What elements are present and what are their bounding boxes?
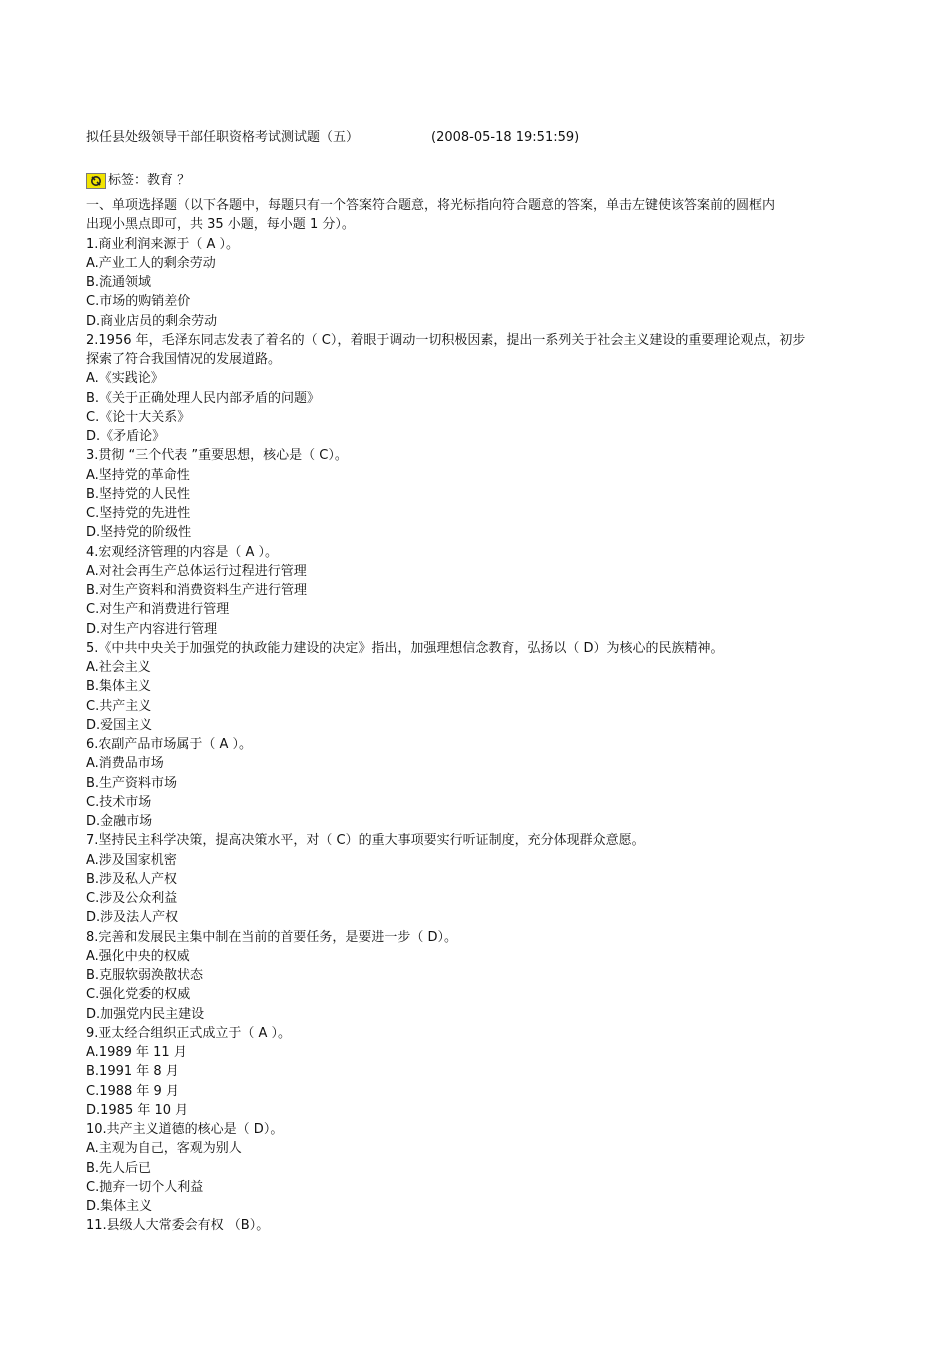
question-option[interactable]: B.克服软弱涣散状态	[86, 968, 204, 983]
document-title: 拟任县处级领导干部任职资格考试测试题（五）	[86, 130, 360, 145]
question-option[interactable]: C.涉及公众利益	[86, 891, 178, 906]
question-option[interactable]: D.涉及法人产权	[86, 910, 179, 926]
question-option[interactable]: D.加强党内民主建设	[86, 1006, 205, 1022]
question-option[interactable]: D.《矛盾论》	[86, 429, 166, 444]
question-option[interactable]: A.社会主义	[86, 660, 151, 675]
question-stem: 2.1956 年，毛泽东同志发表了着名的（ C），着眼于调动一切积极因素，提出一系列关于社会主义建设的重要理论观点，初步探索了符合我国情况的发展道路。	[86, 332, 806, 367]
question-stem: 3.贯彻 “三个代表 ”重要思想，核心是（ C）。	[86, 448, 348, 464]
question-option[interactable]: A.坚持党的革命性	[86, 467, 190, 483]
question-option[interactable]: C.强化党委的权威	[86, 987, 191, 1003]
question-option[interactable]: D.1985 年 10 月	[86, 1102, 189, 1118]
question-option[interactable]: D.爱国主义	[86, 717, 153, 733]
question-option[interactable]: A.产业工人的剩余劳动	[86, 255, 216, 271]
question-option[interactable]: D.金融市场	[86, 814, 153, 829]
question-stem: 9.亚太经合组织正式成立于（ A ）。	[86, 1025, 292, 1041]
question-option[interactable]: D.集体主义	[86, 1199, 153, 1214]
question-option[interactable]: D.商业店员的剩余劳动	[86, 313, 218, 329]
question-stem: 1.商业利润来源于（ A ）。	[86, 236, 240, 252]
question-option[interactable]: C.1988 年 9 月	[86, 1083, 179, 1099]
question-option[interactable]: A.对社会再生产总体运行过程进行管理	[86, 563, 307, 579]
question-option[interactable]: B.集体主义	[86, 679, 152, 695]
document-header	[86, 129, 906, 147]
question-option[interactable]: B.涉及私人产权	[86, 871, 178, 887]
question-option[interactable]: B.《关于正确处理人民内部矛盾的问题》	[86, 390, 321, 406]
question-option[interactable]: B.流通领域	[86, 275, 152, 290]
question-option[interactable]: C.市场的购销差价	[86, 294, 191, 310]
tags-row	[86, 172, 190, 190]
tag-icon[interactable]	[86, 173, 106, 189]
question-option[interactable]: A.《实践论》	[86, 371, 164, 387]
question-option[interactable]: B.对生产资料和消费资料生产进行管理	[86, 583, 308, 598]
section-intro: 一、单项选择题（以下各题中，每题只有一个答案符合题意，将光标指向符合题意的答案，单击左键使该答案前的圆框内出现小黑点即可，共 35 小题，每小题 1 分）。	[86, 198, 776, 233]
question-list	[86, 196, 846, 1236]
question-stem: 4.宏观经济管理的内容是（ A ）。	[86, 544, 279, 560]
question-option[interactable]: A.消费品市场	[86, 756, 164, 772]
question-option[interactable]: C.共产主义	[86, 698, 152, 714]
tags-label: 标签：教育 ？	[108, 173, 191, 188]
question-option[interactable]: C.技术市场	[86, 794, 152, 810]
question-option[interactable]: A.1989 年 11 月	[86, 1045, 187, 1060]
question-stem: 10.共产主义道德的核心是（ D）。	[86, 1122, 284, 1137]
question-option[interactable]: A.主观为自己，客观为别人	[86, 1141, 242, 1157]
question-option[interactable]: C.抛弃一切个人利益	[86, 1179, 204, 1195]
question-option[interactable]: D.对生产内容进行管理	[86, 621, 218, 637]
question-option[interactable]: C.坚持党的先进性	[86, 506, 191, 521]
question-option[interactable]: B.先人后已	[86, 1160, 152, 1176]
question-option[interactable]: D.坚持党的阶级性	[86, 525, 192, 541]
question-option[interactable]: B.坚持党的人民性	[86, 486, 191, 502]
question-stem: 5.《中共中央关于加强党的执政能力建设的决定》指出，加强理想信念教育，弘扬以（ D）为核心的民族精神。	[86, 640, 724, 656]
question-stem: 11.县级人大常委会有权 （B）。	[86, 1218, 270, 1234]
question-stem: 6.农副产品市场属于（ A ）。	[86, 737, 253, 752]
question-stem: 8.完善和发展民主集中制在当前的首要任务，是要进一步（ D）。	[86, 929, 458, 945]
question-option[interactable]: A.涉及国家机密	[86, 852, 177, 868]
question-option[interactable]: C.对生产和消费进行管理	[86, 602, 230, 618]
post-date: (2008-05-18 19:51:59)	[431, 130, 580, 145]
question-option[interactable]: B.生产资料市场	[86, 775, 178, 791]
question-option[interactable]: B.1991 年 8 月	[86, 1064, 179, 1080]
question-option[interactable]: C.《论十大关系》	[86, 409, 191, 425]
question-stem: 7.坚持民主科学决策，提高决策水平，对（ C）的重大事项要实行听证制度，充分体现群众意愿。	[86, 833, 645, 849]
question-option[interactable]: A.强化中央的权威	[86, 948, 190, 964]
